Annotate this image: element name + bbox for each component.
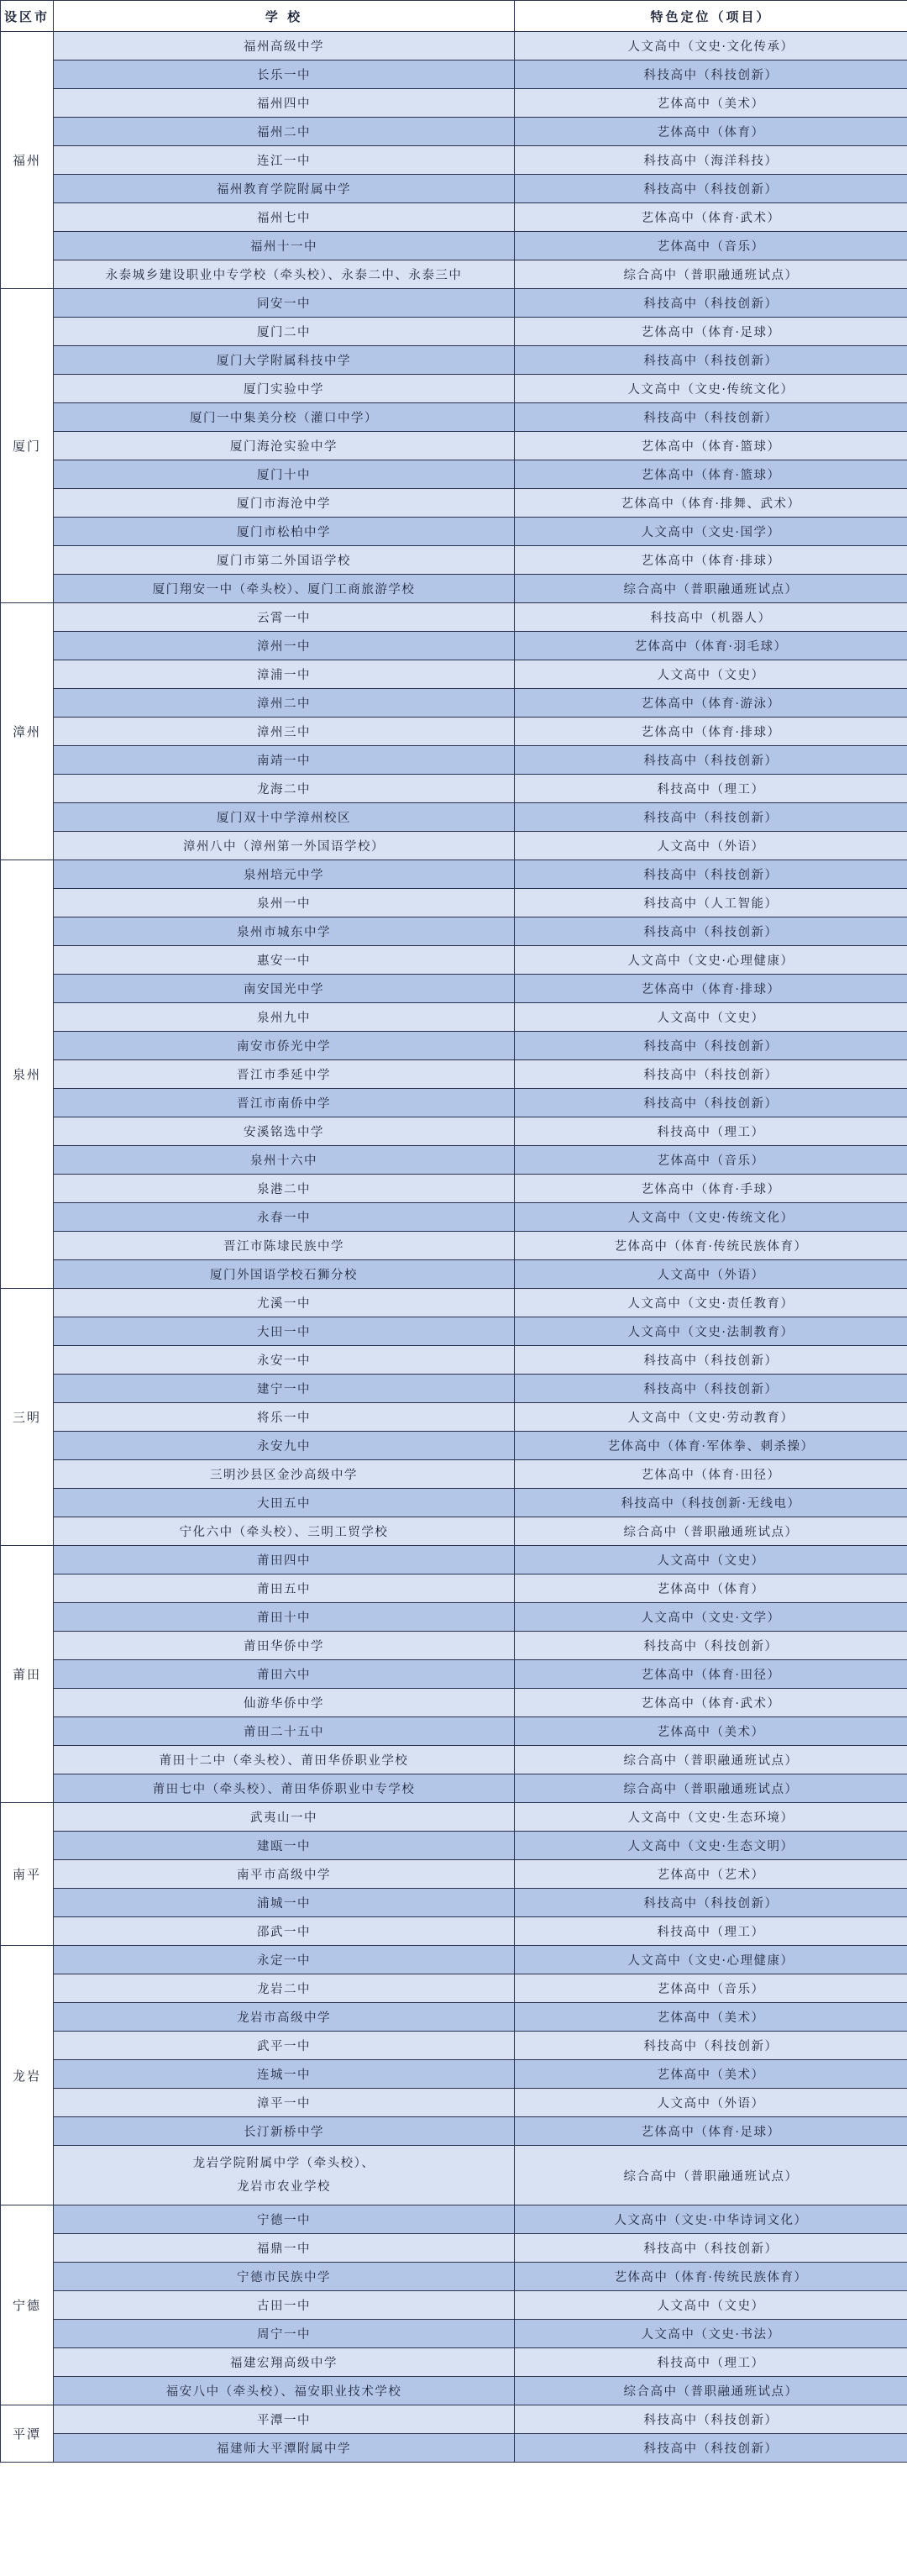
table-row [1,346,907,375]
table-row [1,546,907,575]
school-line: 龙岩学院附属中学（牵头校）、 [192,2157,375,2170]
table-row [1,1832,907,1860]
table-row [1,660,907,689]
table-row [1,1517,907,1546]
school-cell: 福州高级中学 [54,32,515,60]
position-cell: 人文高中（文史·生态环境） [515,1803,907,1832]
table-row [1,1689,907,1717]
position-cell: 艺体高中（体育） [515,118,907,146]
school-cell: 宁德市民族中学 [54,2263,515,2291]
position-cell: 人文高中（文史·责任教育） [515,1289,907,1317]
table-row [1,1089,907,1117]
position-cell: 综合高中（普职融通班试点） [515,575,907,603]
table-row [1,1317,907,1346]
school-cell: 厦门海沧实验中学 [54,432,515,460]
position-cell: 艺体高中（体育·田径） [515,1460,907,1489]
position-cell: 艺体高中（美术） [515,2003,907,2032]
table-row [1,803,907,832]
school-cell: 福州教育学院附属中学 [54,175,515,203]
school-cell: 将乐一中 [54,1403,515,1432]
school-cell: 福州二中 [54,118,515,146]
table-row [1,403,907,432]
table-row [1,775,907,803]
school-cell: 厦门实验中学 [54,375,515,403]
position-cell: 科技高中（科技创新） [515,2405,907,2434]
school-line: 龙岩市农业学校 [237,2180,331,2194]
table-row [1,1917,907,1946]
position-cell: 艺体高中（美术） [515,2060,907,2089]
school-cell: 仙游华侨中学 [54,1689,515,1717]
table-row [1,289,907,318]
city-cell: 南平 [1,1803,54,1946]
position-cell: 人文高中（文史） [515,1003,907,1032]
header-position: 特色定位（项目） [515,1,907,32]
table-row [1,375,907,403]
position-cell: 科技高中（科技创新） [515,2032,907,2060]
table-row [1,1403,907,1432]
table-row [1,1117,907,1146]
position-cell: 人文高中（文史） [515,660,907,689]
school-cell: 云霄一中 [54,603,515,632]
table-row [1,2146,907,2205]
school-cell: 大田五中 [54,1489,515,1517]
position-cell: 艺体高中（体育·手球） [515,1175,907,1203]
position-cell: 科技高中（科技创新） [515,1632,907,1660]
school-cell: 尤溪一中 [54,1289,515,1317]
school-cell: 福州四中 [54,89,515,118]
table-row [1,2003,907,2032]
table-row [1,946,907,975]
position-cell: 科技高中（科技创新） [515,1032,907,1060]
position-cell: 人文高中（文史·传统文化） [515,375,907,403]
position-cell: 艺体高中（体育·军体拳、刺杀操） [515,1432,907,1460]
table-row [1,1460,907,1489]
table-row [1,746,907,775]
school-cell: 厦门市海沧中学 [54,489,515,518]
position-cell: 科技高中（科技创新） [515,860,907,889]
table-row [1,2320,907,2348]
school-cell [54,2146,515,2205]
table-row [1,2205,907,2234]
position-cell: 科技高中（人工智能） [515,889,907,917]
table-row [1,1575,907,1603]
position-cell: 人文高中（文史·心理健康） [515,946,907,975]
school-cell: 龙海二中 [54,775,515,803]
table-row [1,832,907,860]
school-cell: 永泰城乡建设职业中专学校（牵头校）、永泰二中、永泰三中 [54,260,515,289]
table-row [1,2434,907,2463]
table-row [1,603,907,632]
school-cell: 莆田十二中（牵头校）、莆田华侨职业学校 [54,1746,515,1774]
position-cell: 人文高中（文史·文化传承） [515,32,907,60]
school-cell: 建瓯一中 [54,1832,515,1860]
table-row [1,917,907,946]
position-cell: 艺体高中（体育·羽毛球） [515,632,907,660]
school-cell: 长汀新桥中学 [54,2117,515,2146]
table-row [1,1974,907,2003]
position-cell: 综合高中（普职融通班试点） [515,2146,907,2205]
position-cell: 科技高中（科技创新） [515,175,907,203]
table-row [1,1889,907,1917]
position-cell: 综合高中（普职融通班试点） [515,260,907,289]
table-row [1,1432,907,1460]
table-row [1,2377,907,2405]
city-cell: 厦门 [1,289,54,603]
position-cell: 人文高中（文史·心理健康） [515,1946,907,1974]
table-row [1,718,907,746]
table-row [1,2032,907,2060]
school-cell: 浦城一中 [54,1889,515,1917]
school-cell: 厦门市第二外国语学校 [54,546,515,575]
table-row [1,1146,907,1175]
school-cell: 厦门外国语学校石狮分校 [54,1260,515,1289]
school-cell: 厦门双十中学漳州校区 [54,803,515,832]
school-cell: 南靖一中 [54,746,515,775]
city-cell: 福州 [1,32,54,289]
school-cell: 厦门翔安一中（牵头校）、厦门工商旅游学校 [54,575,515,603]
table-row [1,1946,907,1974]
school-cell: 周宁一中 [54,2320,515,2348]
school-cell: 武平一中 [54,2032,515,2060]
school-cell: 莆田六中 [54,1660,515,1689]
position-cell: 科技高中（科技创新·无线电） [515,1489,907,1517]
table-row [1,1232,907,1260]
school-cell: 莆田五中 [54,1575,515,1603]
table-row [1,2291,907,2320]
position-cell: 科技高中（科技创新） [515,1375,907,1403]
position-cell: 人文高中（外语） [515,2089,907,2117]
school-cell: 长乐一中 [54,60,515,89]
position-cell: 艺体高中（音乐） [515,1146,907,1175]
position-cell: 科技高中（科技创新） [515,289,907,318]
position-cell: 人文高中（文史·国学） [515,518,907,546]
position-cell: 科技高中（理工） [515,1117,907,1146]
position-cell: 科技高中（科技创新） [515,917,907,946]
school-cell: 安溪铭选中学 [54,1117,515,1146]
table-row [1,318,907,346]
table-row [1,889,907,917]
position-cell: 艺体高中（体育） [515,1575,907,1603]
position-cell: 科技高中（科技创新） [515,1889,907,1917]
position-cell: 艺体高中（体育·足球） [515,318,907,346]
school-cell: 漳平一中 [54,2089,515,2117]
school-cell: 漳浦一中 [54,660,515,689]
table-row [1,432,907,460]
table-row [1,975,907,1003]
table-row [1,175,907,203]
table-row [1,1060,907,1089]
school-cell: 泉州一中 [54,889,515,917]
table-row [1,1746,907,1774]
position-cell: 艺体高中（体育·篮球） [515,432,907,460]
school-cell: 平潭一中 [54,2405,515,2434]
table-row [1,2060,907,2089]
school-cell: 厦门二中 [54,318,515,346]
school-cell: 漳州二中 [54,689,515,718]
position-cell: 艺体高中（体育·足球） [515,2117,907,2146]
city-cell: 龙岩 [1,1946,54,2205]
city-cell: 泉州 [1,860,54,1289]
school-cell: 漳州三中 [54,718,515,746]
city-cell: 漳州 [1,603,54,860]
position-cell: 艺体高中（体育·武术） [515,1689,907,1717]
school-cell: 厦门一中集美分校（灌口中学） [54,403,515,432]
table-row [1,60,907,89]
table-row [1,489,907,518]
position-cell: 科技高中（科技创新） [515,746,907,775]
position-cell: 艺体高中（美术） [515,1717,907,1746]
school-cell: 南平市高级中学 [54,1860,515,1889]
position-cell: 艺体高中（体育·武术） [515,203,907,232]
school-cell: 晋江市南侨中学 [54,1089,515,1117]
school-cell: 古田一中 [54,2291,515,2320]
school-cell: 建宁一中 [54,1375,515,1403]
table-row [1,1546,907,1575]
school-cell: 大田一中 [54,1317,515,1346]
table-row [1,1803,907,1832]
position-cell: 人文高中（外语） [515,832,907,860]
table-row [1,1346,907,1375]
school-cell: 晋江市季延中学 [54,1060,515,1089]
position-cell: 科技高中（科技创新） [515,1089,907,1117]
table-row [1,118,907,146]
table-row [1,2089,907,2117]
school-cell: 漳州八中（漳州第一外国语学校） [54,832,515,860]
school-cell: 泉港二中 [54,1175,515,1203]
school-cell: 莆田十中 [54,1603,515,1632]
school-cell: 永春一中 [54,1203,515,1232]
table-row [1,146,907,175]
table-row [1,518,907,546]
position-cell: 艺体高中（体育·排球） [515,975,907,1003]
table-row [1,1032,907,1060]
school-cell: 连城一中 [54,2060,515,2089]
header-row [1,1,907,32]
position-cell: 科技高中（科技创新） [515,346,907,375]
position-cell: 人文高中（文史） [515,2291,907,2320]
table-row [1,575,907,603]
table-row [1,232,907,260]
school-cell: 南安市侨光中学 [54,1032,515,1060]
school-cell: 泉州培元中学 [54,860,515,889]
school-cell: 惠安一中 [54,946,515,975]
table-row [1,860,907,889]
city-cell: 平潭 [1,2405,54,2463]
table-row [1,1203,907,1232]
school-cell: 福州七中 [54,203,515,232]
school-cell: 宁德一中 [54,2205,515,2234]
school-cell: 福建宏翔高级中学 [54,2348,515,2377]
position-cell: 综合高中（普职融通班试点） [515,2377,907,2405]
position-cell: 科技高中（理工） [515,775,907,803]
position-cell: 人文高中（文史·法制教育） [515,1317,907,1346]
school-cell: 莆田二十五中 [54,1717,515,1746]
position-cell: 科技高中（理工） [515,2348,907,2377]
school-cell: 永定一中 [54,1946,515,1974]
school-cell: 永安一中 [54,1346,515,1375]
position-cell: 综合高中（普职融通班试点） [515,1517,907,1546]
table-row [1,203,907,232]
school-cell: 三明沙县区金沙高级中学 [54,1460,515,1489]
table-row [1,1632,907,1660]
school-cell: 泉州九中 [54,1003,515,1032]
position-cell: 人文高中（文史·书法） [515,2320,907,2348]
position-cell: 科技高中（科技创新） [515,2434,907,2463]
position-cell: 人文高中（文史） [515,1546,907,1575]
school-cell: 连江一中 [54,146,515,175]
school-cell: 武夷山一中 [54,1803,515,1832]
position-cell: 艺体高中（音乐） [515,1974,907,2003]
position-cell: 艺体高中（艺术） [515,1860,907,1889]
school-cell: 泉州市城东中学 [54,917,515,946]
position-cell: 艺体高中（音乐） [515,232,907,260]
table-row [1,89,907,118]
position-cell: 艺体高中（美术） [515,89,907,118]
position-cell: 科技高中（科技创新） [515,2234,907,2263]
table-row [1,2405,907,2434]
city-cell: 三明 [1,1289,54,1546]
position-cell: 科技高中（科技创新） [515,803,907,832]
table-row [1,1603,907,1632]
position-cell: 科技高中（海洋科技） [515,146,907,175]
city-cell: 莆田 [1,1546,54,1803]
school-cell: 龙岩市高级中学 [54,2003,515,2032]
position-cell: 科技高中（理工） [515,1917,907,1946]
school-cell: 厦门市松柏中学 [54,518,515,546]
school-cell: 宁化六中（牵头校）、三明工贸学校 [54,1517,515,1546]
school-cell: 莆田四中 [54,1546,515,1575]
table-row [1,632,907,660]
school-cell: 福鼎一中 [54,2234,515,2263]
position-cell: 艺体高中（体育·排球） [515,546,907,575]
school-cell: 泉州十六中 [54,1146,515,1175]
table-row [1,689,907,718]
position-cell: 人文高中（文史·中华诗词文化） [515,2205,907,2234]
school-cell: 厦门大学附属科技中学 [54,346,515,375]
table-row [1,2117,907,2146]
table-row [1,1860,907,1889]
position-cell: 艺体高中（体育·传统民族体育） [515,2263,907,2291]
school-cell: 龙岩二中 [54,1974,515,2003]
position-cell: 人文高中（文史·生态文明） [515,1832,907,1860]
school-cell: 福建师大平潭附属中学 [54,2434,515,2463]
position-cell: 科技高中（科技创新） [515,1060,907,1089]
position-cell: 艺体高中（体育·传统民族体育） [515,1232,907,1260]
school-cell: 同安一中 [54,289,515,318]
table-row [1,260,907,289]
table-row [1,2234,907,2263]
school-cell: 厦门十中 [54,460,515,489]
position-cell: 科技高中（科技创新） [515,60,907,89]
position-cell: 艺体高中（体育·游泳） [515,689,907,718]
table-row [1,1660,907,1689]
table-row [1,1375,907,1403]
school-cell: 福安八中（牵头校）、福安职业技术学校 [54,2377,515,2405]
school-cell: 福州十一中 [54,232,515,260]
school-cell: 邵武一中 [54,1917,515,1946]
table-row [1,1260,907,1289]
table-row [1,1289,907,1317]
position-cell: 人文高中（文史·传统文化） [515,1203,907,1232]
position-cell: 人文高中（文史·文学） [515,1603,907,1632]
position-cell: 综合高中（普职融通班试点） [515,1746,907,1774]
school-cell: 漳州一中 [54,632,515,660]
city-cell: 宁德 [1,2205,54,2405]
table-row [1,460,907,489]
header-city: 设区市 [1,1,54,32]
table-row [1,1003,907,1032]
position-cell: 艺体高中（体育·排舞、武术） [515,489,907,518]
table-row [1,1489,907,1517]
table-body [1,32,907,2463]
school-cell: 永安九中 [54,1432,515,1460]
position-cell: 艺体高中（体育·篮球） [515,460,907,489]
table-row [1,2348,907,2377]
school-cell: 晋江市陈埭民族中学 [54,1232,515,1260]
school-cell: 南安国光中学 [54,975,515,1003]
position-cell: 科技高中（科技创新） [515,403,907,432]
position-cell: 艺体高中（体育·田径） [515,1660,907,1689]
table-row [1,2263,907,2291]
position-cell: 科技高中（科技创新） [515,1346,907,1375]
position-cell: 人文高中（文史·劳动教育） [515,1403,907,1432]
table-row [1,1717,907,1746]
position-cell: 人文高中（外语） [515,1260,907,1289]
header-school: 学 校 [54,1,515,32]
school-cell: 莆田华侨中学 [54,1632,515,1660]
table-row [1,32,907,60]
table-row [1,1175,907,1203]
position-cell: 艺体高中（体育·排球） [515,718,907,746]
table-row [1,1774,907,1803]
school-cell: 莆田七中（牵头校）、莆田华侨职业中专学校 [54,1774,515,1803]
position-cell: 综合高中（普职融通班试点） [515,1774,907,1803]
position-cell: 科技高中（机器人） [515,603,907,632]
